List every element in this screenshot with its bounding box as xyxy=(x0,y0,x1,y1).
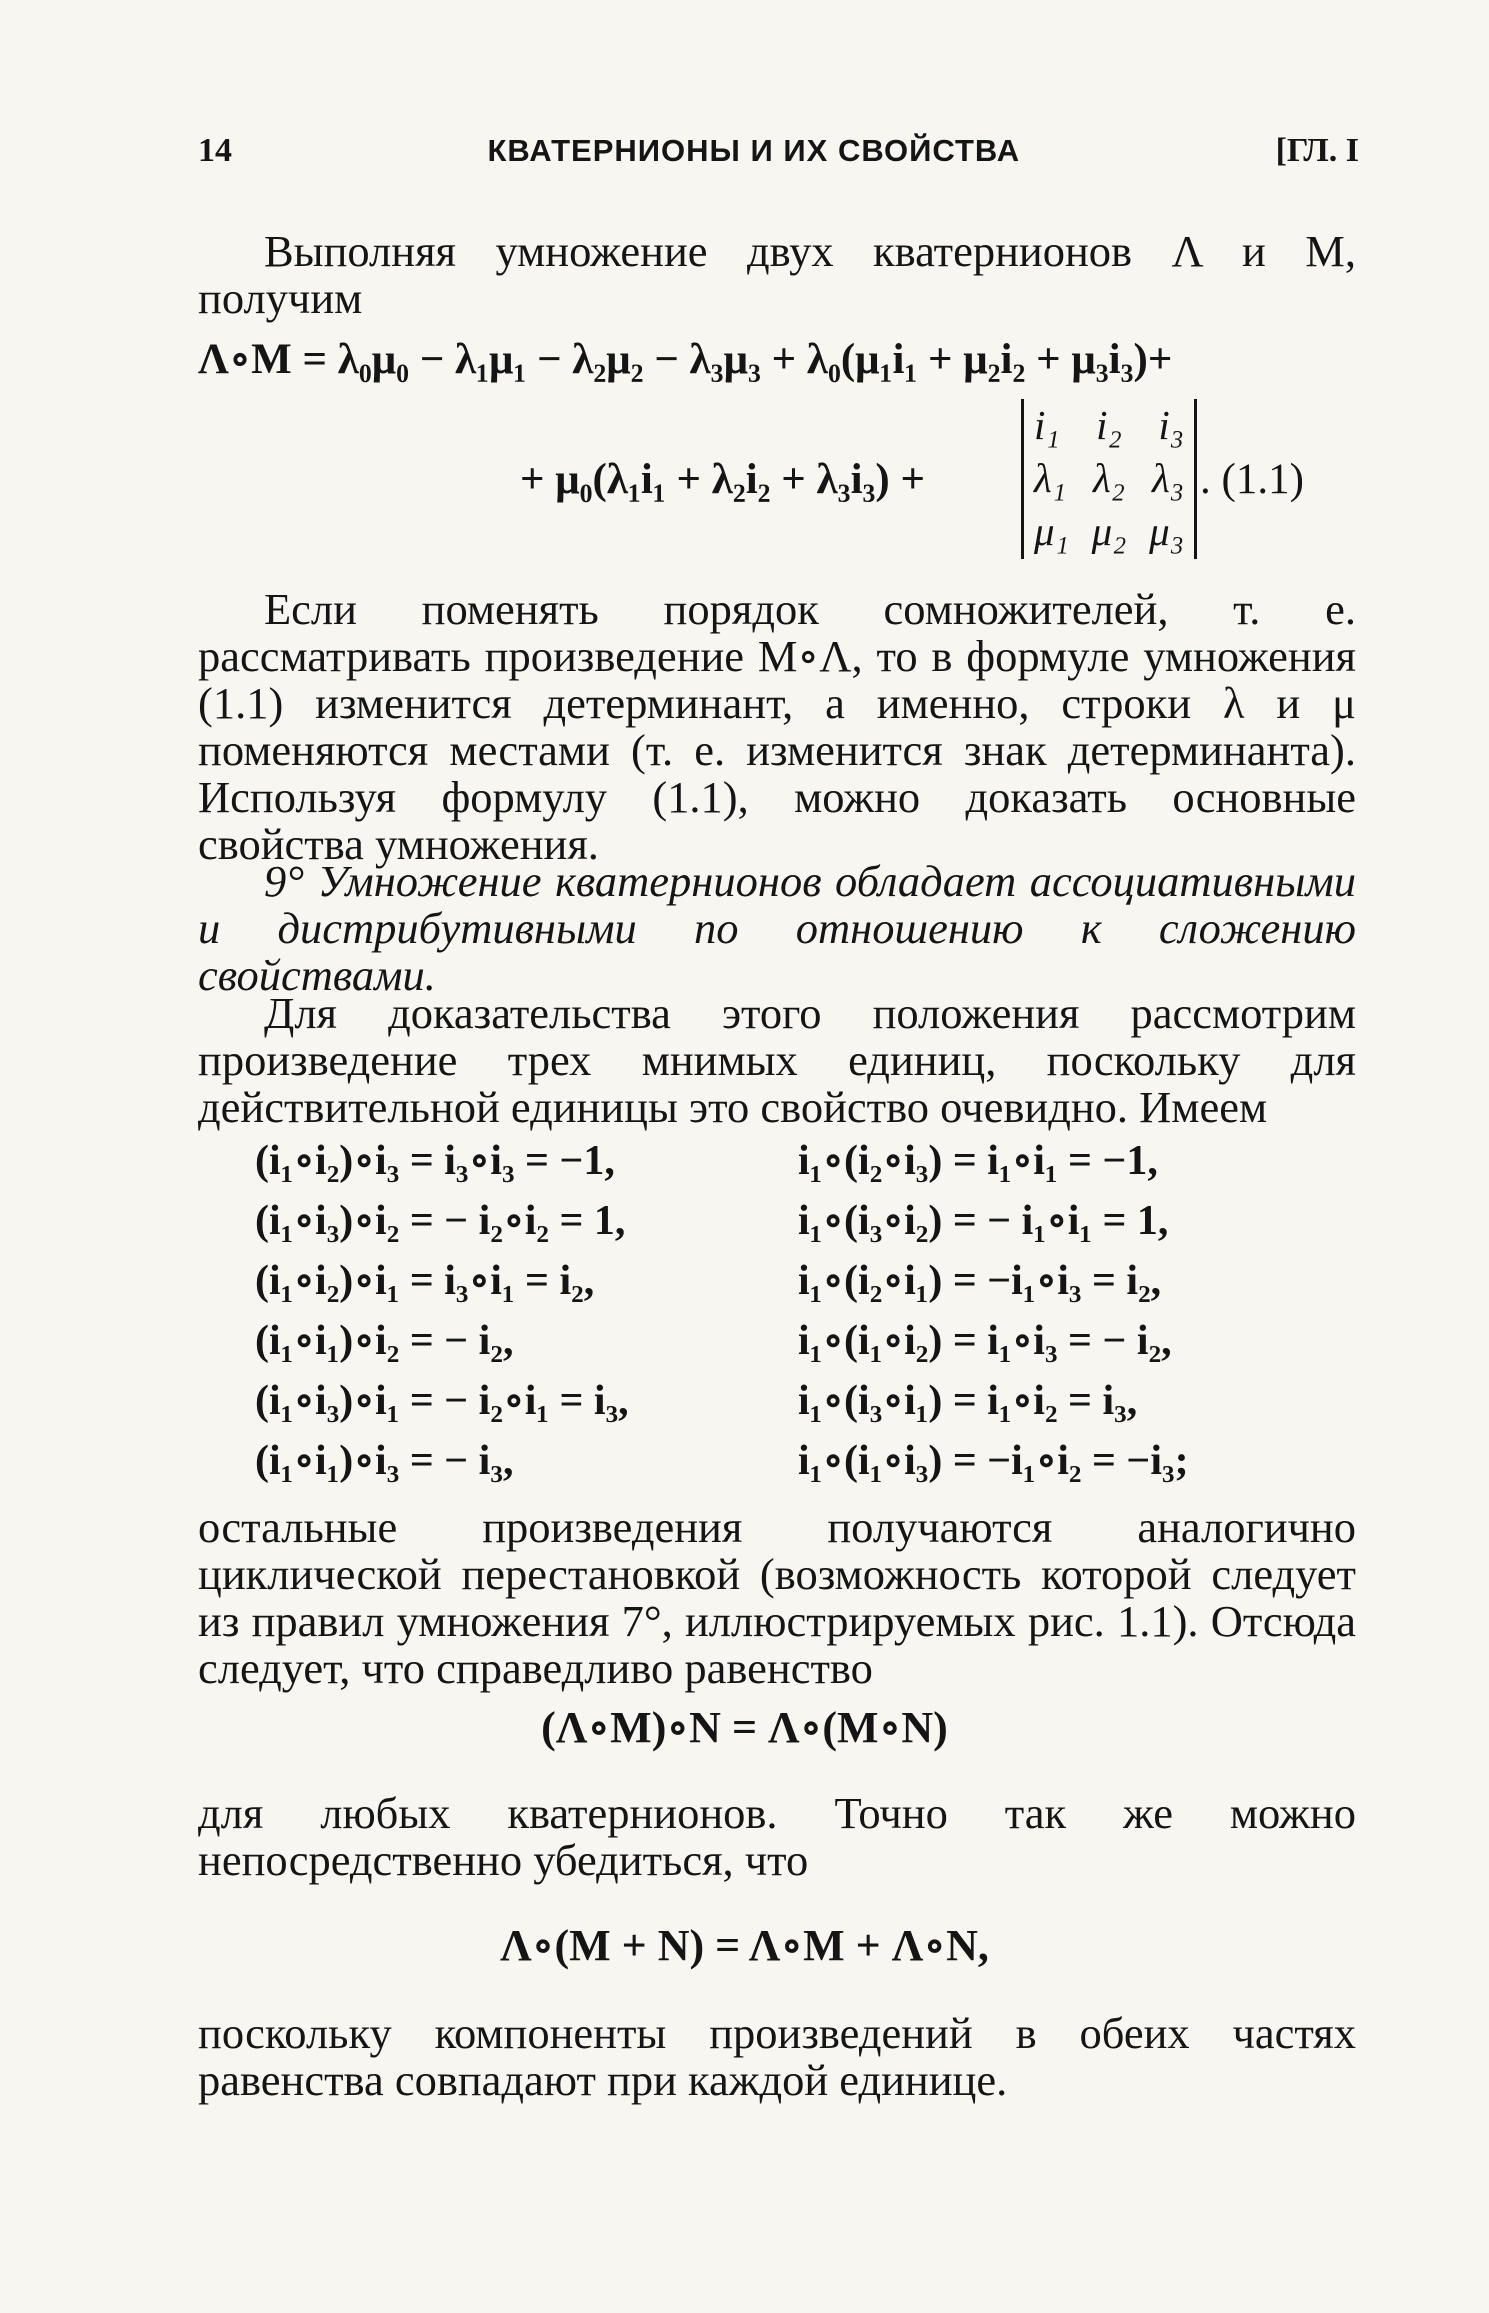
identity-right: i₁∘(i₃∘i₁) = i₁∘i₂ = i₃, xyxy=(798,1378,1138,1424)
paragraph-intro: Выполняя умножение двух кватернионов Λ и M, получим xyxy=(198,226,1356,323)
det-cell: μ₂ xyxy=(1091,508,1127,554)
identity-right: i₁∘(i₁∘i₂) = i₁∘i₃ = − i₂, xyxy=(798,1318,1172,1364)
det-cell: μ₁ xyxy=(1034,508,1069,554)
paragraph-any-quaternions: для любых кватернионов. Точно так же можно непосредственно убедиться, что xyxy=(198,1788,1356,1885)
det-row-units xyxy=(1034,401,1184,449)
paragraph-proof-intro: Для доказательства этого положения рассмотрим произведение трех мнимых единиц, поскольку для действительной единицы это свойство очевидно. Имеем xyxy=(198,988,1356,1132)
det-cell: λ₂ xyxy=(1092,455,1125,501)
page-header xyxy=(198,132,1359,170)
page-number: 14 xyxy=(198,132,232,169)
associativity-equation: (Λ∘M)∘N = Λ∘(M∘N) xyxy=(541,1703,948,1752)
det-cell: i₂ xyxy=(1096,402,1122,448)
det-cell: i₃ xyxy=(1158,402,1184,448)
formula-1-1-line1: Λ∘M = λ₀μ₀ − λ₁μ₁ − λ₂μ₂ − λ₃μ₃ + λ₀(μ₁i₁ + μ₂i₂ + μ₃i₃)+ xyxy=(198,336,1173,383)
identity-left: (i₁∘i₁)∘i₂ = − i₂, xyxy=(255,1318,514,1364)
running-title: КВАТЕРНИОНЫ И ИХ СВОЙСТВА xyxy=(487,133,1021,168)
identity-left: (i₁∘i₃)∘i₁ = − i₂∘i₁ = i₃, xyxy=(255,1378,629,1424)
identity-right: i₁∘(i₃∘i₂) = − i₁∘i₁ = 1, xyxy=(798,1198,1169,1244)
distributivity-equation: Λ∘(M + N) = Λ∘M + Λ∘N, xyxy=(500,1921,989,1970)
identity-right: i₁∘(i₂∘i₁) = −i₁∘i₃ = i₂, xyxy=(798,1258,1162,1304)
paragraph-swap-order: Если поменять порядок сомножителей, т. е. рассматривать произведение M∘Λ, то в формуле умножения (1.1) изменится детерминант, а именно, строки λ и μ поменяются местами (т. е. изменится знак детерминанта). Используя формулу (1.1), можно доказать основные свойства умножения. xyxy=(198,584,1356,869)
formula-1-1-line2: + μ₀(λ₁i₁ + λ₂i₂ + λ₃i₃) + xyxy=(520,456,925,503)
paragraph-property-9: 9° Умножение кватернионов обладает ассоциативными и дистрибутивными по отношению к сложению свойствами. xyxy=(198,856,1356,1000)
paragraph-conclusion: поскольку компоненты произведений в обеих частях равенства совпадают при каждой единице. xyxy=(198,2008,1356,2105)
identity-right: i₁∘(i₁∘i₃) = −i₁∘i₂ = −i₃; xyxy=(798,1438,1189,1484)
equation-label: . (1.1) xyxy=(1200,456,1304,503)
det-row-mu xyxy=(1034,507,1184,555)
identity-left: (i₁∘i₂)∘i₃ = i₃∘i₃ = −1, xyxy=(255,1138,615,1184)
identity-right: i₁∘(i₂∘i₃) = i₁∘i₁ = −1, xyxy=(798,1138,1158,1184)
identity-left: (i₁∘i₃)∘i₂ = − i₂∘i₂ = 1, xyxy=(255,1198,626,1244)
det-cell: μ₃ xyxy=(1149,508,1184,554)
identity-left: (i₁∘i₁)∘i₃ = − i₃, xyxy=(255,1438,514,1484)
paragraph-cyclic: остальные произведения получаются аналогично циклической перестановкой (возможность которой следует из правил умножения 7°, иллюстрируемых рис. 1.1). Отсюда следует, что справедливо равенство xyxy=(198,1502,1356,1693)
determinant-matrix xyxy=(1021,399,1197,559)
identity-left: (i₁∘i₂)∘i₁ = i₃∘i₁ = i₂, xyxy=(255,1258,595,1304)
det-cell: i₁ xyxy=(1034,402,1060,448)
det-cell: λ₁ xyxy=(1034,455,1067,501)
chapter-label: [ГЛ. I xyxy=(1275,132,1359,169)
det-row-lambda xyxy=(1034,454,1184,502)
det-cell: λ₃ xyxy=(1151,455,1184,501)
